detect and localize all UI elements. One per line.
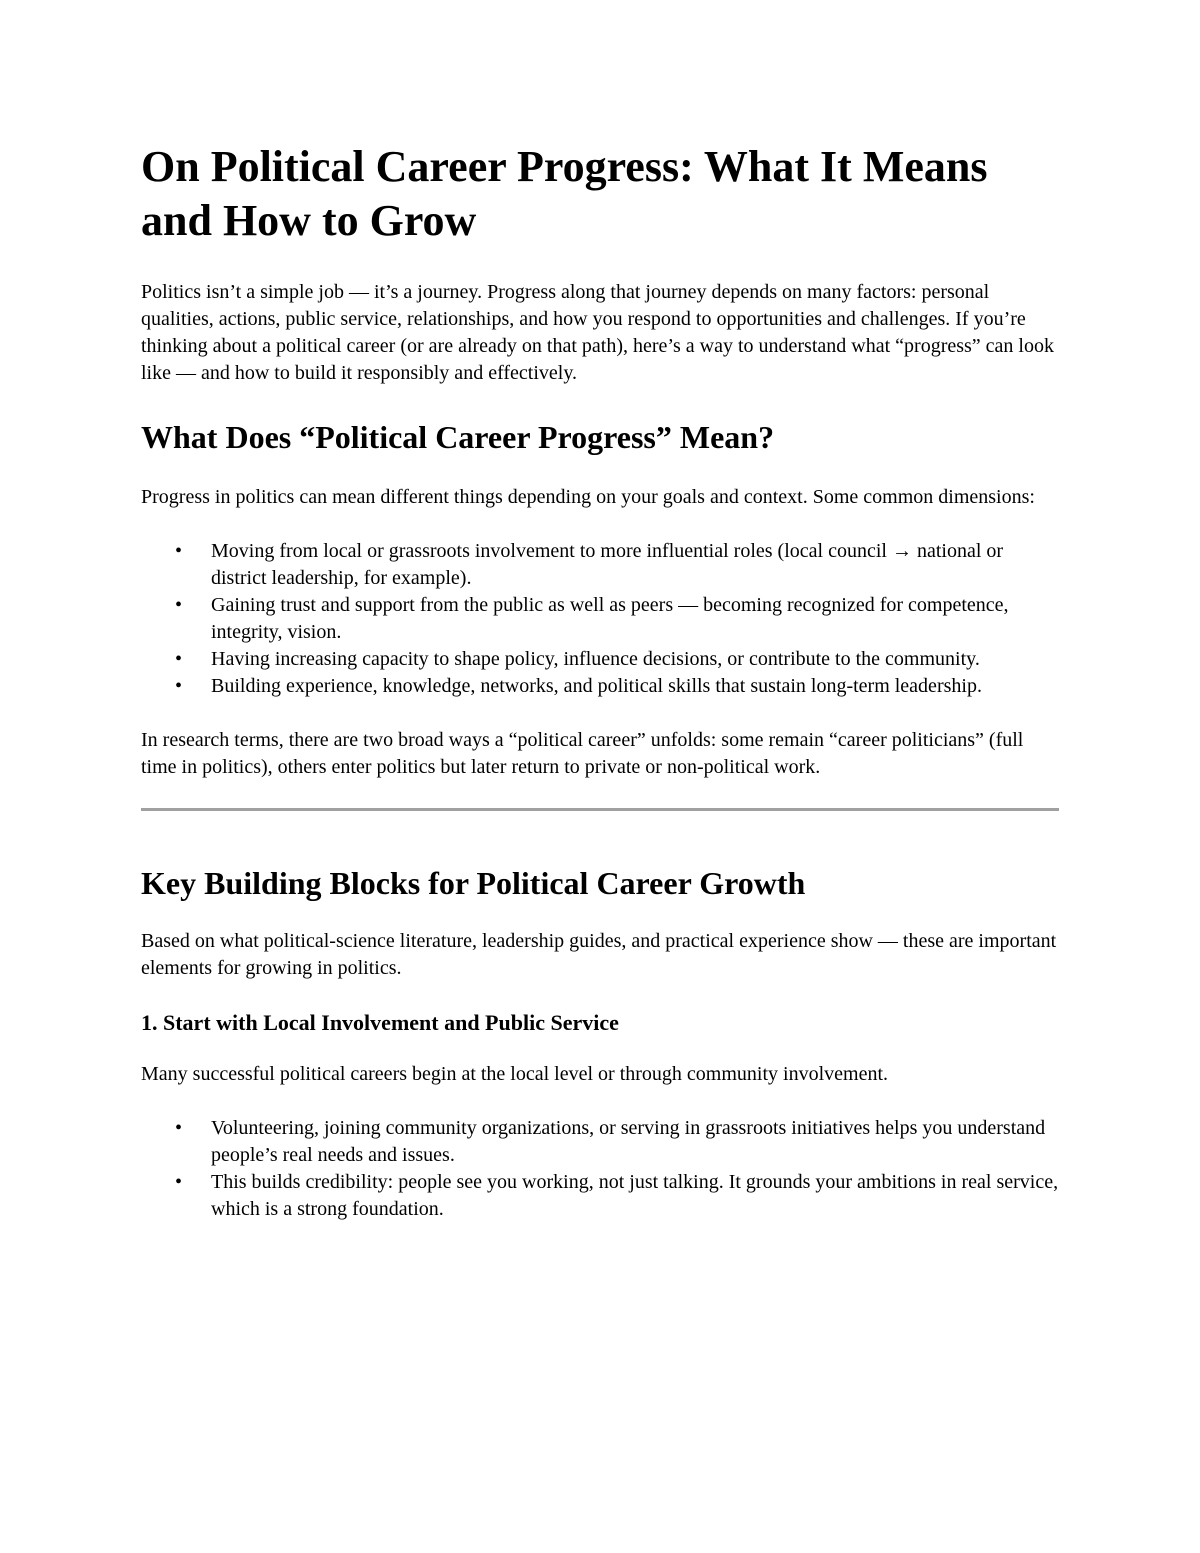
section-divider: [141, 808, 1059, 811]
section-meaning-lead: Progress in politics can mean different things depending on your goals and context. Some common dimensions:: [141, 486, 1035, 508]
section-heading-building-blocks: Key Building Blocks for Political Career Growth: [141, 865, 806, 901]
intro-paragraph: Politics isn’t a simple job — it’s a journey. Progress along that journey depends on many factors: personal qualities, actions, public service, relationships, and how you respond to opportunities and challenges. If you’re thinking about a political career (or are already on that path), here’s a way to understand what “progress” can look like — and how to build it responsibly and effectively.: [141, 281, 1054, 384]
document-page: [141, 140, 1059, 1250]
local-bullet-list: [141, 1115, 1059, 1223]
subsection-heading-local: 1. Start with Local Involvement and Public Service: [141, 1010, 619, 1035]
subsection-local-lead: Many successful political careers begin at the local level or through community involvement.: [141, 1063, 889, 1085]
section-building-blocks-lead: Based on what political-science literature, leadership guides, and practical experience show — these are important elements for growing in politics.: [141, 930, 1057, 979]
list-item: • Volunteering, joining community organizations, or serving in grassroots initiatives helps you understand people’s real needs and issues.: [211, 1115, 1059, 1169]
list-item: • Gaining trust and support from the public as well as peers — becoming recognized for competence, integrity, vision.: [211, 592, 1059, 646]
list-item: • Building experience, knowledge, networks, and political skills that sustain long-term leadership.: [211, 673, 1059, 700]
list-item: • Having increasing capacity to shape policy, influence decisions, or contribute to the community.: [211, 646, 1059, 673]
list-item: • This builds credibility: people see you working, not just talking. It grounds your ambitions in real service, which is a strong foundation.: [211, 1169, 1059, 1223]
meaning-bullet-list: [141, 538, 1059, 700]
list-item: • Moving from local or grassroots involvement to more influential roles (local council → national or district leadership, for example).: [211, 538, 1059, 592]
document-title: On Political Career Progress: What It Means and How to Grow: [141, 142, 988, 245]
section-meaning-closing: In research terms, there are two broad ways a “political career” unfolds: some remain “career politicians” (full time in politics), others enter politics but later return to private or non-political work.: [141, 729, 1024, 778]
section-heading-meaning: What Does “Political Career Progress” Mean?: [141, 419, 775, 455]
